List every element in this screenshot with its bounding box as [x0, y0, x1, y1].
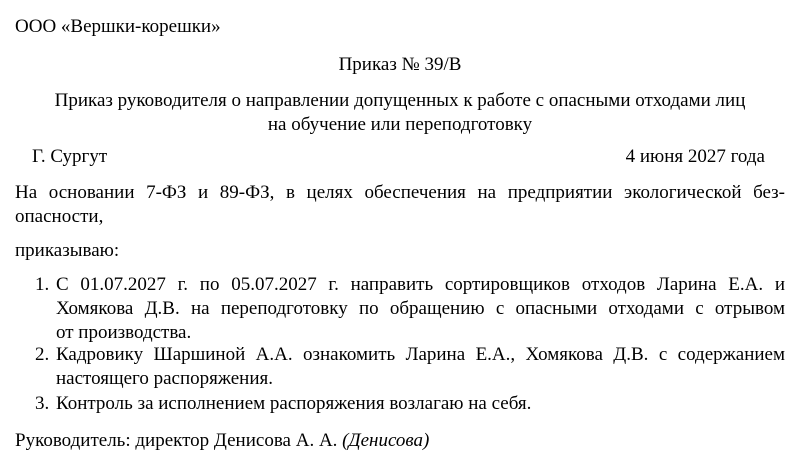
- signature-block: [15, 429, 429, 453]
- basis-paragraph: [15, 181, 785, 229]
- order-date: 4 июня 2027 года: [625, 146, 765, 167]
- order-title-line: на обучение или переподготовку: [267, 114, 533, 135]
- order-title-line: Приказ руководителя о направлении допущенных к работе с опасными отходами лиц: [54, 90, 746, 111]
- item-line: Контроль за исполнением распоряжения возлагаю на себя.: [56, 393, 532, 414]
- item-line: Кадровику Шаршиной А.А. ознакомить Ларина Е.А., Хомякова Д.В. с содержанием: [56, 344, 785, 365]
- city: Г. Сургут: [32, 146, 108, 167]
- basis-line: На основании 7-ФЗ и 89-ФЗ, в целях обеспечения на предприятии экологической без-: [15, 182, 785, 203]
- signature-label: Руководитель: директор Денисова А. А.: [15, 430, 338, 451]
- item-number: 2.: [35, 344, 50, 365]
- item-line: С 01.07.2027 г. по 05.07.2027 г. направить сортировщиков отходов Ларина Е.А. и: [56, 274, 785, 295]
- order-title: [0, 89, 800, 137]
- organization-name: ООО «Вершки-корешки»: [15, 16, 221, 37]
- list-item: [15, 392, 785, 416]
- list-item: [15, 273, 785, 343]
- basis-line: опасности,: [15, 206, 104, 227]
- order-items-list: [15, 273, 785, 416]
- order-number: Приказ № 39/В: [338, 54, 462, 75]
- item-line: от производства.: [56, 322, 192, 343]
- signature-handwritten: (Денисова): [342, 430, 430, 451]
- decree-word: приказываю:: [15, 240, 120, 261]
- item-number: 1.: [35, 274, 50, 295]
- item-line: настоящего распоряжения.: [56, 368, 274, 389]
- list-item: [15, 343, 785, 392]
- item-number: 3.: [35, 393, 50, 414]
- item-line: Хомякова Д.В. на переподготовку по обращению с опасными отходами с отрывом: [56, 298, 785, 319]
